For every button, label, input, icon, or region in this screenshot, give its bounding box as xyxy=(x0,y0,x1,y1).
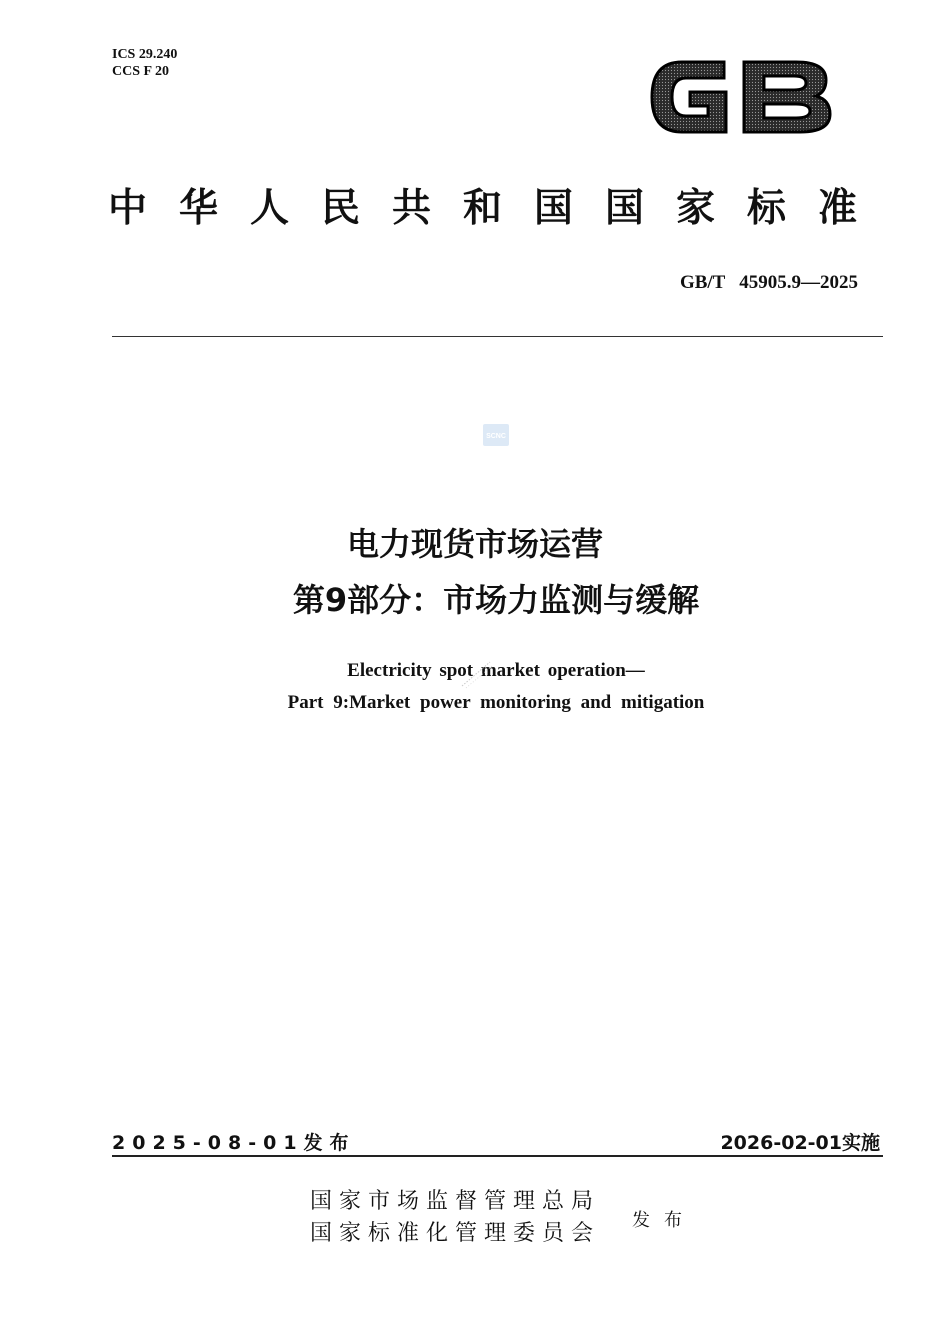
issuer-sac: 国家标准化管理委员会 xyxy=(310,1221,601,1246)
standard-number: GB/T 45905.9—2025 xyxy=(679,272,858,293)
english-title-line-2: Part 9:Market power monitoring and mitigation xyxy=(287,692,705,713)
gb-logo-text: GB xyxy=(740,145,742,146)
bottom-divider xyxy=(112,1155,883,1157)
gb-logo xyxy=(646,48,834,146)
chinese-title-line-2: 第9部分：市场力监测与缓解 xyxy=(292,581,700,619)
top-divider xyxy=(112,336,883,337)
classification-codes xyxy=(112,46,177,80)
scnc-watermark xyxy=(483,424,509,446)
national-standard-title: 中华人民共和国国家标准 xyxy=(108,186,890,231)
issue-date: 2025-08-01发布 xyxy=(112,1132,356,1154)
implementation-date: 2026-02-01实施 xyxy=(720,1132,880,1154)
issue-verb: 发布 xyxy=(632,1210,696,1231)
ics-code: ICS 29.240 xyxy=(112,47,178,62)
english-title-line-1: Electricity spot market operation— xyxy=(347,660,645,681)
watermark-text: SCNC xyxy=(486,433,506,440)
faint-stamp xyxy=(456,656,496,692)
chinese-title-line-1: 电力现货市场运营 xyxy=(346,525,603,563)
issuer-samr: 国家市场监督管理总局 xyxy=(310,1189,601,1214)
ccs-code: CCS F 20 xyxy=(112,64,170,79)
